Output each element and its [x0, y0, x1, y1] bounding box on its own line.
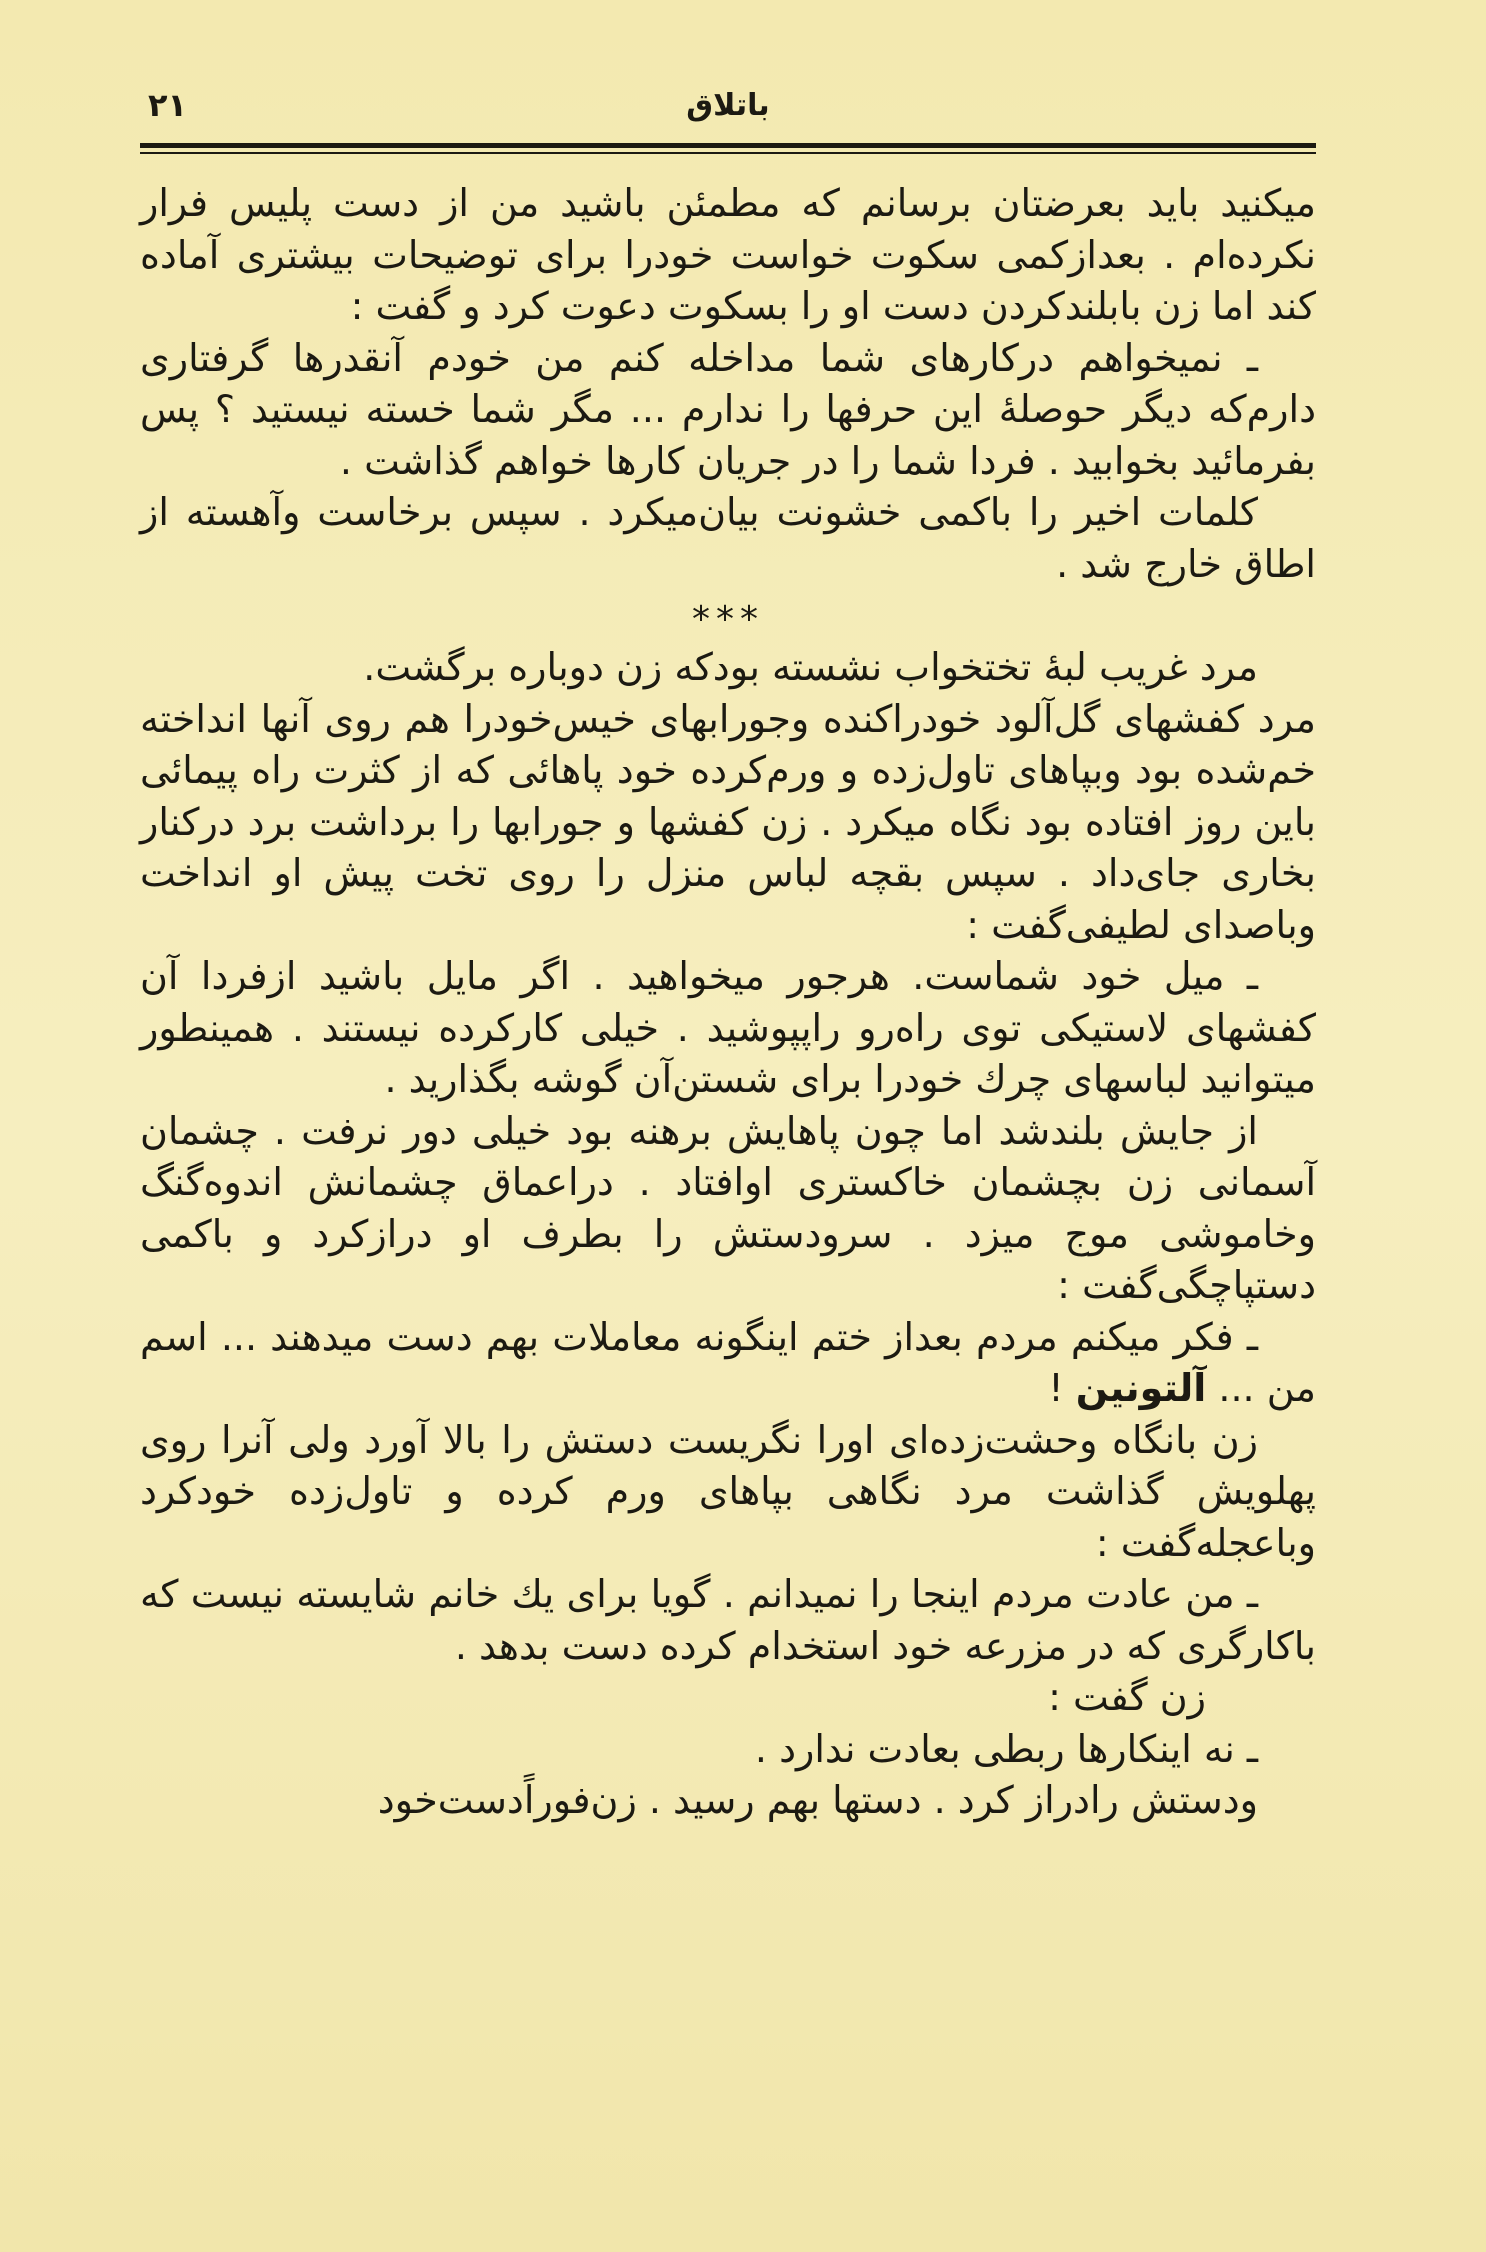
header-rule-thin	[140, 152, 1316, 154]
paragraph-8	[140, 1312, 1316, 1415]
header-rule-thick	[140, 143, 1316, 148]
paragraph-5: مرد کفشهای گل‌آلود خودراکنده وجورابهای خیس‌خودرا هم روی آنها انداخته خم‌شده بود وبپاهای تاول‌زده و ورم‌کرده خود پاهائی که از کثرت راه پیمائی باین روز افتاده بود نگاه میکرد . زن کفشها و جورابها را برداشت برد درکنار بخاری جای‌داد . سپس بقچه لباس منزل را روی تخت پیش او انداخت وباصدای لطیفی‌گفت :	[140, 696, 1316, 947]
paragraph-6: ـ میل خود شماست. هرجور میخواهید . اگر مایل باشید ازفردا آن کفشهای لاستیکی توی راه‌رو راپپوشید . خیلی کارکرده نیستند . همینطور میتوانید لباسهای چرك خودرا برای شستن‌آن گوشه بگذارید .	[140, 954, 1316, 1101]
paragraph-8-text-b: !	[1048, 1366, 1076, 1410]
running-title: باتلاق	[686, 88, 770, 123]
paragraph-7: از جایش بلندشد اما چون پاهایش برهنه بود خیلی دور نرفت . چشمان آسمانی زن بچشمان خاکستری اوافتاد . دراعماق چشمانش اندوه‌گنگ وخاموشی موج میزد . سرودستش را بطرف او درازکرد و باکمی دستپاچگی‌گفت :	[140, 1108, 1316, 1307]
paragraph-1: میکنید باید بعرضتان برسانم که مطمئن باشید من از دست پلیس فرار نکرده‌ام . بعدازکمی سکوت خواست خودرا برای توضیحات بیشتری آماده کند اما زن بابلندکردن دست او را بسکوت دعوت کرد و گفت :	[140, 181, 1316, 328]
paragraph-11: زن گفت :	[1048, 1675, 1206, 1719]
paragraph-9: زن بانگاه وحشت‌زده‌ای اورا نگریست دستش را بالا آورد ولی آنرا روی پهلویش گذاشت مرد نگاهی بپاهای ورم کرده و تاول‌زده خودکرد وباعجله‌گفت :	[140, 1417, 1316, 1565]
paragraph-2: ـ نمیخواهم درکارهای شما مداخله کنم من خودم آنقدرها گرفتاری دارم‌که دیگر حوصلهٔ این حرفها را ندارم ... مگر شما خسته نیستید ؟ پس بفرمائید بخوابید . فردا شما را در جریان کارها خواهم گذاشت .	[140, 335, 1316, 483]
paragraph-8-text-a: ـ فکر میکنم مردم بعداز ختم اینگونه معاملات بهم دست میدهند ... اسم من ...	[140, 1314, 1316, 1410]
page-header	[140, 80, 1316, 140]
paragraph-10: ـ من عادت مردم اینجا را نمیدانم . گویا برای یك خانم شایسته نیست که باکارگری که در مزرعه خود استخدام کرده دست بدهد .	[140, 1572, 1316, 1668]
paragraph-4: مرد غریب لبهٔ تختخواب نشسته بودکه زن دوباره برگشت.	[363, 645, 1258, 689]
section-separator: ***	[692, 599, 764, 640]
page-number: ۲۱	[148, 86, 188, 124]
paragraph-3: کلمات اخیر را باکمی خشونت بیان‌میکرد . سپس برخاست وآهسته از اطاق خارج شد .	[140, 490, 1316, 586]
paragraph-13: ودستش رادراز کرد . دستها بهم رسید . زن‌فوراً‌دست‌خود	[377, 1778, 1258, 1822]
paragraph-12: ـ نه اینکارها ربطی بعادت ندارد .	[754, 1726, 1258, 1771]
body-text	[140, 178, 1316, 1827]
character-name: آلتونین	[1075, 1366, 1207, 1410]
